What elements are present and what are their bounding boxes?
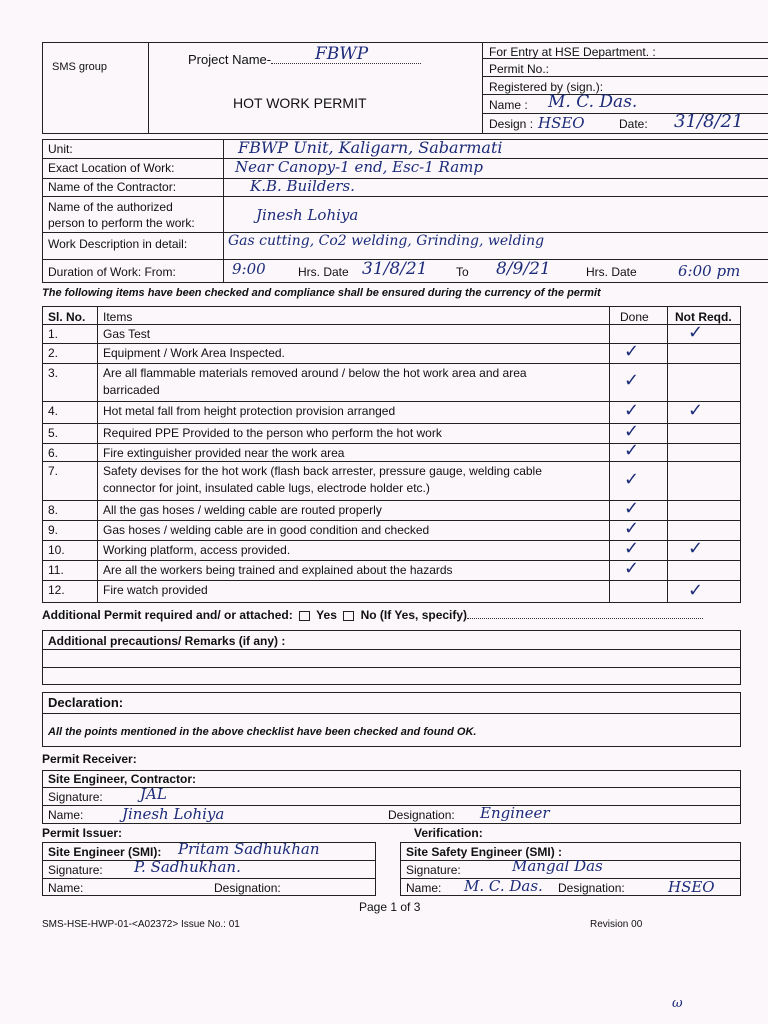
- issuer-signature-label: Signature:: [48, 863, 103, 877]
- receiver-designation-label: Designation:: [388, 808, 455, 822]
- table-row: [42, 461, 741, 462]
- row-number: 7.: [48, 464, 59, 478]
- row-item-text-cont: connector for joint, insulated cable lugs, electrode holder etc.): [103, 481, 430, 495]
- header-divider-2: [482, 42, 483, 134]
- row-item-text: Are all the workers being trained and explained about the hazards: [103, 563, 453, 577]
- receiver-designation-value: Engineer: [480, 804, 550, 822]
- row-number: 2.: [48, 346, 59, 360]
- header-divider-1: [148, 42, 149, 134]
- row-item-text-cont: barricaded: [103, 383, 160, 397]
- verification-box-title: Site Safety Engineer (SMI) :: [406, 845, 563, 859]
- authorized-person-label-2: person to perform the work:: [48, 216, 195, 230]
- row-item-text: Gas hoses / welding cable are in good condition and checked: [103, 523, 430, 537]
- hse-date-label: Date:: [619, 117, 648, 131]
- unit-value: FBWP Unit, Kaligarn, Sabarmati: [238, 138, 503, 157]
- issuer-name-label: Name:: [48, 881, 84, 895]
- unit-label: Unit:: [48, 142, 73, 156]
- permit-no-label: Permit No.:: [489, 62, 550, 76]
- to-time-value: 6:00 pm: [678, 262, 741, 280]
- company-logo: SMS group: [52, 61, 108, 73]
- permit-receiver-title: Permit Receiver:: [42, 752, 137, 766]
- col-header-done: Done: [620, 310, 649, 324]
- hse-design-value: HSEO: [538, 114, 585, 132]
- row-item-text: Required PPE Provided to the person who perform the hot work: [103, 426, 442, 440]
- to-date-value: 8/9/21: [496, 259, 551, 279]
- compliance-note: The following items have been checked and compliance shall be ensured during the currency of the permit: [42, 287, 601, 299]
- precautions-line: [42, 667, 741, 668]
- permit-title: HOT WORK PERMIT: [233, 95, 367, 111]
- to-hrs-date-label: Hrs. Date: [586, 265, 637, 279]
- not-reqd-check[interactable]: ✓: [688, 400, 704, 421]
- table-row: [42, 324, 741, 325]
- from-hrs-date-label: Hrs. Date: [298, 265, 349, 279]
- row-number: 6.: [48, 446, 59, 460]
- no-checkbox[interactable]: [343, 611, 354, 621]
- duration-label: Duration of Work: From:: [48, 265, 176, 279]
- row-item-text: Equipment / Work Area Inspected.: [103, 346, 285, 360]
- authorized-person-value: Jinesh Lohiya: [256, 206, 359, 224]
- col-header-not-reqd: Not Reqd.: [675, 310, 732, 324]
- issuer-designation-label: Designation:: [214, 881, 281, 895]
- document-id: SMS-HSE-HWP-01-<A02372> Issue No.: 01: [42, 919, 240, 930]
- page-number: Page 1 of 3: [359, 900, 421, 914]
- receiver-signature-value: JAL: [140, 785, 167, 803]
- precautions-line: [42, 649, 741, 650]
- row-item-text: Hot metal fall from height protection provision arranged: [103, 404, 396, 418]
- info-divider: [223, 139, 224, 283]
- receiver-box-title: Site Engineer, Contractor:: [48, 772, 197, 786]
- work-description-value: Gas cutting, Co2 welding, Grinding, welding: [228, 233, 545, 249]
- row-item-text: Fire watch provided: [103, 583, 208, 597]
- yes-checkbox[interactable]: [299, 611, 310, 621]
- work-description-label: Work Description in detail:: [48, 237, 188, 251]
- verification-name-value: M. C. Das.: [464, 877, 543, 895]
- declaration-title: Declaration:: [48, 695, 124, 710]
- declaration-line: [42, 713, 741, 714]
- row-item-text: Working platform, access provided.: [103, 543, 291, 557]
- row-number: 3.: [48, 366, 59, 380]
- col-header-items: Items: [103, 310, 133, 324]
- checklist-col-1: [97, 306, 98, 603]
- not-reqd-check[interactable]: ✓: [688, 538, 704, 559]
- hse-name-label: Name :: [489, 98, 528, 112]
- issuer-signature-value: P. Sadhukhan.: [134, 858, 241, 876]
- row-number: 9.: [48, 523, 59, 537]
- verification-signature-label: Signature:: [406, 863, 461, 877]
- precautions-label: Additional precautions/ Remarks (if any) :: [48, 634, 286, 648]
- project-name-value: FBWP: [315, 44, 369, 64]
- receiver-signature-label: Signature:: [48, 790, 103, 804]
- verification-signature-value: Mangal Das: [512, 857, 603, 875]
- location-label: Exact Location of Work:: [48, 161, 175, 175]
- info-line: [42, 178, 768, 179]
- row-item-text: Gas Test: [103, 327, 151, 341]
- done-check[interactable]: ✓: [624, 400, 640, 421]
- contractor-value: K.B. Builders.: [250, 177, 355, 195]
- from-time-value: 9:00: [232, 260, 266, 278]
- checklist-col-3: [667, 306, 668, 603]
- row-number: 11.: [48, 563, 64, 577]
- row-number: 1.: [48, 327, 59, 341]
- authorized-person-label-1: Name of the authorized: [48, 200, 173, 214]
- verification-title: Verification:: [414, 826, 483, 840]
- table-row: [42, 363, 741, 364]
- from-date-value: 31/8/21: [362, 259, 428, 279]
- corner-mark: ω: [672, 996, 683, 1011]
- row-number: 10.: [48, 543, 65, 557]
- project-name-label: Project Name-: [188, 53, 421, 67]
- hse-date-value: 31/8/21: [674, 111, 744, 132]
- col-header-sl-no: Sl. No.: [48, 310, 86, 324]
- additional-permit-row: Additional Permit required and/ or attached: Yes No (If Yes, specify): [42, 608, 703, 622]
- hse-line-2: [482, 76, 768, 77]
- not-reqd-check[interactable]: ✓: [688, 321, 704, 343]
- issuer-line: [42, 878, 376, 879]
- receiver-name-label: Name:: [48, 808, 84, 822]
- info-line: [42, 196, 768, 197]
- done-check[interactable]: ✓: [624, 440, 640, 461]
- row-number: 12.: [48, 583, 65, 597]
- row-number: 8.: [48, 503, 59, 517]
- row-number: 4.: [48, 404, 59, 418]
- not-reqd-check[interactable]: ✓: [688, 579, 704, 601]
- done-check[interactable]: ✓: [624, 341, 640, 362]
- row-item-text: Safety devises for the hot work (flash back arrester, pressure gauge, welding cable: [103, 464, 542, 478]
- receiver-name-value: Jinesh Lohiya: [122, 805, 225, 823]
- table-row: [42, 580, 741, 581]
- row-number: 5.: [48, 426, 59, 440]
- issuer-box-value: Pritam Sadhukhan: [178, 840, 320, 858]
- declaration-text: All the points mentioned in the above checklist have been checked and found OK.: [48, 726, 477, 738]
- verification-designation-label: Designation:: [558, 881, 625, 895]
- revision: Revision 00: [590, 919, 643, 930]
- permit-issuer-title: Permit Issuer:: [42, 826, 123, 840]
- to-label: To: [456, 265, 469, 279]
- done-check[interactable]: ✓: [624, 498, 640, 519]
- done-check[interactable]: ✓: [624, 558, 640, 579]
- location-value: Near Canopy-1 end, Esc-1 Ramp: [235, 158, 483, 176]
- issuer-box-title: Site Engineer (SMI):: [48, 845, 162, 859]
- registered-label: Registered by (sign.):: [489, 80, 604, 94]
- row-item-text: All the gas hoses / welding cable are routed properly: [103, 503, 382, 517]
- done-check[interactable]: ✓: [624, 468, 640, 490]
- verification-name-label: Name:: [406, 881, 442, 895]
- verification-designation-value: HSEO: [668, 878, 715, 896]
- done-check[interactable]: ✓: [624, 421, 640, 442]
- done-check[interactable]: ✓: [624, 518, 640, 539]
- contractor-label: Name of the Contractor:: [48, 180, 177, 194]
- done-check[interactable]: ✓: [624, 538, 640, 559]
- hse-title: For Entry at HSE Department. :: [489, 45, 656, 59]
- row-item-text: Are all flammable materials removed around / below the hot work area and area: [103, 366, 527, 380]
- hse-design-label: Design :: [489, 117, 534, 131]
- done-check[interactable]: ✓: [624, 370, 640, 391]
- checklist-col-2: [609, 306, 610, 603]
- row-item-text: Fire extinguisher provided near the work area: [103, 446, 345, 460]
- hse-name-value: M. C. Das.: [548, 92, 638, 112]
